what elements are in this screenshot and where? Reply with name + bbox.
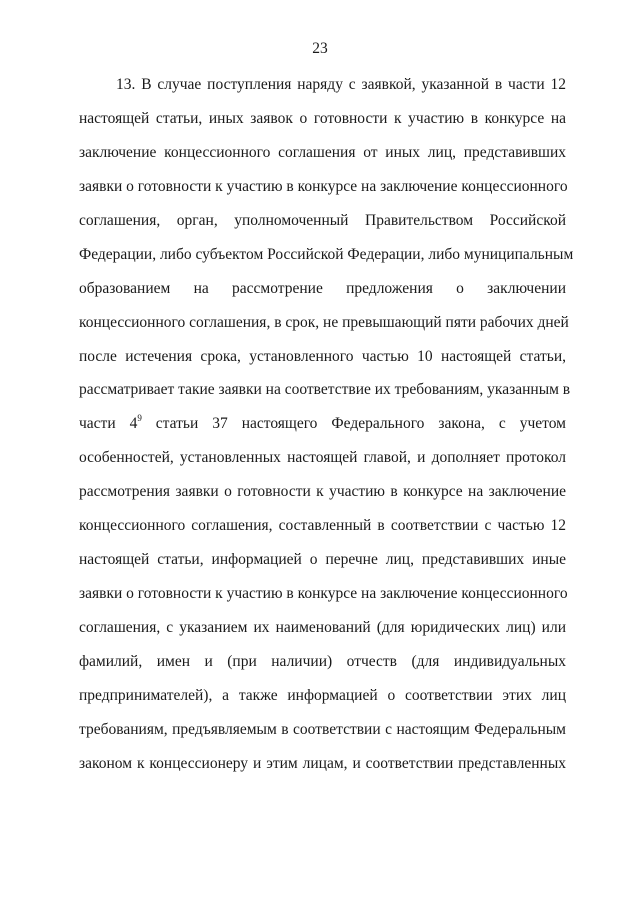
text-line: заявки о готовности к участию в конкурсе на заключение концессионного [79,585,568,603]
text-line: концессионного соглашения, в срок, не превышающий пяти рабочих дней [79,313,569,331]
text-line: особенностей, установленных настоящей главой, и дополняет протокол [79,449,566,467]
text-line: соглашения, с указанием их наименований (для юридических лиц) или [79,619,566,636]
superscript: 9 [137,413,142,424]
text-line: предпринимателей), а также информацией о соответствии этих лиц [79,686,566,704]
text-segment: статьи 37 настоящего Федерального закона, с учетом [141,415,566,433]
text-line: заявки о готовности к участию в конкурсе на заключение концессионного [79,177,568,195]
text-line: требованиям, предъявляемым в соответствии с настоящим Федеральным [79,720,566,738]
text-line: рассмотрения заявки о готовности к участию в конкурсе на заключение [79,483,566,501]
text-line: соглашения, орган, уполномоченный Правительством Российской [79,211,566,229]
text-line: после истечения срока, установленного частью 10 настоящей статьи, [79,347,566,365]
text-line: Федерации, либо субъектом Российской Федерации, либо муниципальным [79,245,574,263]
page-number: 23 [312,40,328,57]
text-line: законом к концессионеру и этим лицам, и соответствии представленных [79,754,566,772]
text-line: настоящей статьи, информацией о перечне лиц, представивших иные [79,551,566,569]
text-line: концессионного соглашения, составленный в соответствии с частью 12 [79,517,566,535]
text-line: заключение концессионного соглашения от иных лиц, представивших [79,143,566,161]
text-line: 13. В случае поступления наряду с заявкой, указанной в части 12 [116,76,566,93]
text-line: рассматривает такие заявки на соответствие их требованиям, указанным в [79,381,571,399]
text-line-with-superscript [79,413,566,447]
paragraph-13 [79,74,574,787]
text-line: фамилий, имен и (при наличии) отчеств (для индивидуальных [79,652,566,670]
text-line: настоящей статьи, иных заявок о готовности к участию в конкурсе на [79,109,566,127]
text-line: образованием на рассмотрение предложения о заключении [79,279,566,297]
text-segment: части 4 [79,415,138,433]
